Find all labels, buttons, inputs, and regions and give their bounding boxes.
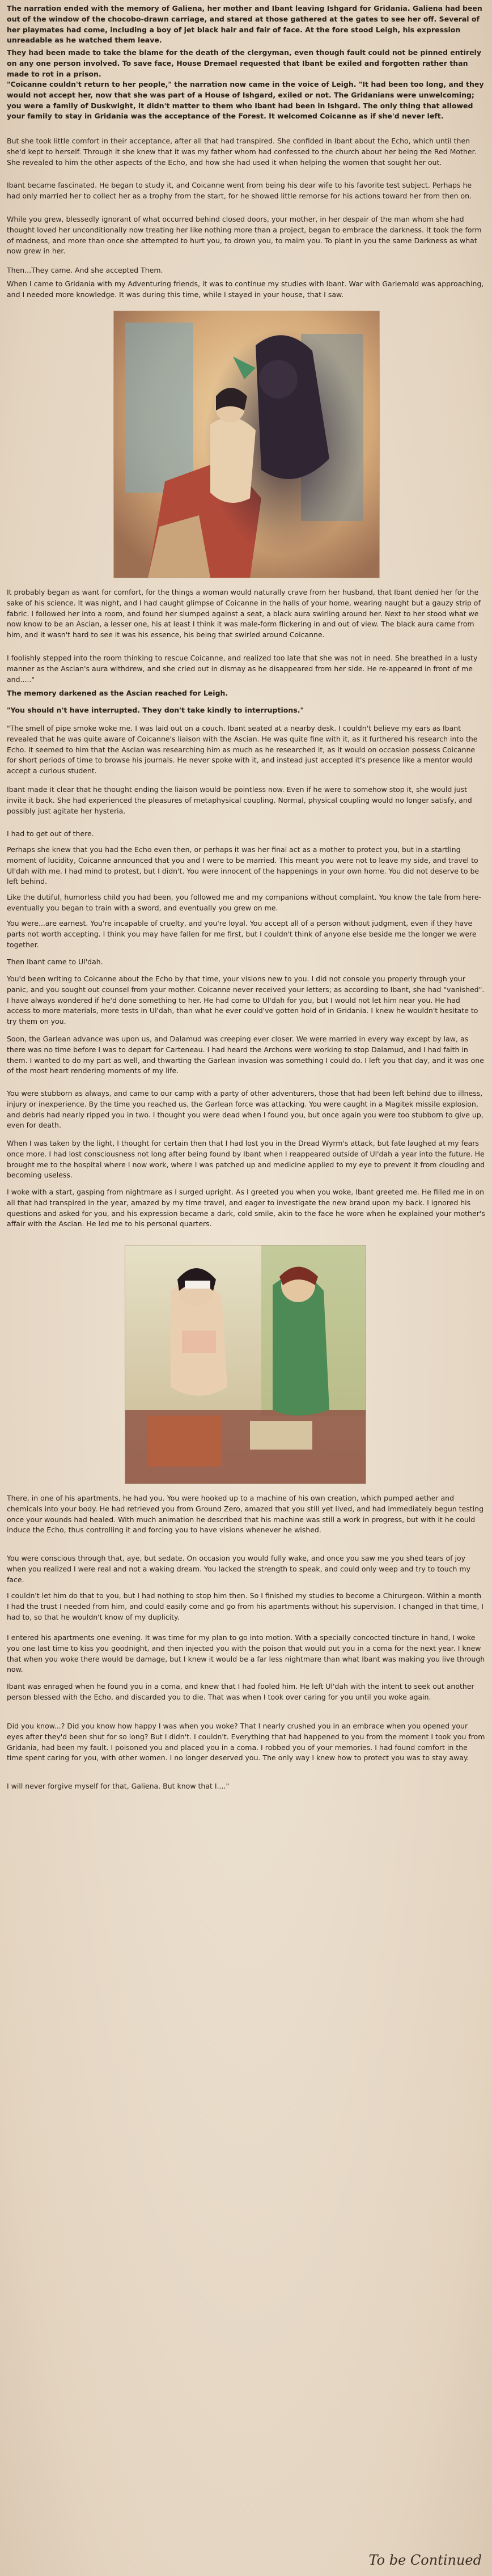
paragraph: You were...are earnest. You're incapable of cruelty, and you're loyal. You accept all of a person without judgment, even if they have parts not worth accepting. I think you may have fallen for me first, but I couldn't think of anyone else beside me the longer we were together. — [7, 919, 477, 949]
to-be-continued-signature: To be Continued — [368, 2552, 482, 2568]
paragraph: Soon, the Garlean advance was upon us, and Dalamud was creeping ever closer. We were married in every way except by law, as there was no time before I was to depart for Carteneau. I had heard the Archons were working to stop Dalamud, and I had faith in them. I wanted to do my part as well, and thwarting the Garlean invasion was something I could do. I left you that day, and it was one of the most heart rendering moments of my life. — [7, 1035, 484, 1075]
paragraph: I couldn't let him do that to you, but I had nothing to stop him then. So I finished my studies to become a Chirurgeon. Within a month I had the trust I needed from him, and could easily come and go from his apartments without his supervision. I changed in that time, I had to, so that he wouldn't know of my duplicity. — [7, 1591, 483, 1621]
paragraph: You'd been writing to Coicanne about the Echo by that time, your visions new to you. I did not console you properly through your panic, and you sought out counsel from your mother. Coicanne never received your letters; as according to Ibant, she had "vanished". I have always wondered if he'd done something to her. He had come to Ul'dah for you, but I would not let him near you. He had access to more materials, more tests in Ul'dah, than what he ever could've gotten hold of in Gridania. I knew he wouldn't hesitate to try them on you. — [7, 975, 485, 1026]
paragraph: I will never forgive myself for that, Galiena. But know that I...." — [7, 1782, 230, 1790]
paragraph: When I came to Gridania with my Adventuring friends, it was to continue my studies with Ibant. War with Garlemald was approaching, and I needed more knowledge. It was during this time, while I stayed in your house, that I saw. — [7, 279, 484, 299]
paragraph: Ibant was enraged when he found you in a coma, and knew that I had fooled him. He left Ul'dah with the intent to seek out another person blessed with the Echo, and discarded you to die. That was when I took over caring for you until you woke again. — [7, 1682, 474, 1701]
paragraph: When I was taken by the light, I thought for certain then that I had lost you in the Dread Wyrm's attack, but fate laughed at my fears once more. I had lost consciousness not long after being found by Ibant when I reappeared outside of Ul'dah a year into the future. He brought me to the hospital where I now work, where I was patched up and medicine applied to my eye to prevent it from clouding and becoming useless. — [7, 1139, 485, 1180]
paragraph: The memory darkened as the Ascian reached for Leigh. — [7, 689, 228, 697]
paragraph: I woke with a start, gasping from nightmare as I surged upright. As I greeted you when you woke, Ibant greeted me. He filled me in on all that had transpired in the year, amazed by my time travel, and eager to investigate the new brand upon my back. I ignored his questions and asked for you, and his expression became a dark, cold smile, akin to the face he wore when he explained your mother's affair with the Ascian. He led me to his personal quarters. — [7, 1188, 485, 1228]
paragraph: "The smell of pipe smoke woke me. I was laid out on a couch. Ibant seated at a nearby desk. I couldn't believe my ears as Ibant revealed that he was quite aware of Coicanne's liaison with the Ascian. He was quite fine with it, as it furthered his research into the Echo. It seemed to him that the Ascian was researching him as much as he researched it, as it would on occasion possess Coicanne for short periods of time to browse his journals. He never spoke with it, and instead just accepted it's presence like a mentor would accept a curious student. — [7, 724, 478, 775]
paragraph: Perhaps she knew that you had the Echo even then, or perhaps it was her final act as a mother to protect you, but in a startling moment of lucidity, Coicanne announced that you and I were to be married. This meant you were not to leave my side, and travel to Ul'dah with me. I had mind to protest, but I didn't. You were innocent of the happenings in your own home. You did not deserve to be left behind. — [7, 845, 480, 886]
illustration-ascian — [113, 311, 380, 578]
paragraph: But she took little comfort in their acceptance, after all that had transpired. She confided in Ibant about the Echo, which until then she'd kept to herself. Through it she knew that it was my father whom had confessed to the church about her being the Red Mother. She revealed to him the other aspects of the Echo, and how she had used it when helping the women that sought her out. — [7, 137, 477, 167]
paragraph: It probably began as want for comfort, for the things a woman would naturally crave from her husband, that Ibant denied her for the sake of his science. It was night, and I had caught glimpse of Coicanne in the halls of your home, wearing naught but a gauzy strip of fabric. I followed her into a room, and found her slumped against a seat, a black aura swirling around her. Next to her stood what we now know to be an Ascian, a lesser one, his at least I think it was male-form flickering in and out of view. The black aura came from him, and it wasn't hard to see it was his essence, his being that swirled around Coicanne. — [7, 588, 481, 639]
paragraph: I foolishly stepped into the room thinking to rescue Coicanne, and realized too late that she was not in need. She breathed in a lusty manner as the Ascian's aura withdrew, and she cried out in dismay as he disappeared from her side. He re-appeared in front of me and....." — [7, 654, 478, 684]
paragraph: You were conscious through that, aye, but sedate. On occasion you would fully wake, and once you saw me you shed tears of joy when you realized I were real and not a waking dream. You lacked the strength to speak, and could only weep and try to touch my face. — [7, 1554, 471, 1584]
paragraph: "Coicanne couldn't return to her people," the narration now came in the voice of Leigh. "It had been too long, and they would not accept her, now that she was part of a House of Ishgard, exiled or not. The Gridanians were unwelcoming; you were a family of Duskwight, it didn't matter to them who Ibant had been in Ishgard. The only thing that allowed your family to stay in Gridania was the acceptance of the Forest. It welcomed Coicanne as if she'd never left. — [7, 80, 484, 121]
paragraph: Like the dutiful, humorless child you had been, you followed me and my companions without complaint. You know the tale from here- eventually you began to train with a sword, and eventually you grew on me. — [7, 893, 482, 912]
paragraph: I entered his apartments one evening. It was time for my plan to go into motion. With a specially concocted tincture in hand, I woke you one last time to kiss you goodnight, and then injected you with the poison that would put you in a coma for the next year. I knew that when you woke there would be damage, but I knew it would be a far less nightmare than what Ibant was making you live through now. — [7, 1633, 485, 1674]
paragraph: "You should n't have interrupted. They don't take kindly to interruptions." — [7, 706, 304, 714]
paragraph: Ibant made it clear that he thought ending the liaison would be pointless now. Even if he were to somehow stop it, she would just invite it back. She had experienced the pleasures of metaphysical coupling. Normal, physical coupling would no longer satisfy, and possibly just agitate her hysteria. — [7, 785, 472, 815]
paragraph: I had to get out of there. — [7, 829, 94, 838]
illustration-hospital — [125, 1245, 366, 1484]
paragraph: The narration ended with the memory of Galiena, her mother and Ibant leaving Ishgard for Gridania. Galiena had been out of the window of the chocobo-drawn carriage, and stared at those gathered at the gates to see her off. Several of her playmates had come, including a boy of jet black hair and fair of face. At the fore stood Leigh, his expression unreadable as he watched them leave. — [7, 4, 482, 45]
paragraph: Ibant became fascinated. He began to study it, and Coicanne went from being his dear wife to his favorite test subject. Perhaps he had only married her to collect her as a trophy from the start, for he showed little remorse for his actions toward her from then on. — [7, 181, 472, 200]
paragraph: You were stubborn as always, and came to our camp with a party of other adventurers, those that had been left behind due to illness, injury or inexperience. By the time you reached us, the Garlean force was attacking. You were caught in a Magitek missile explosion, and debris had nearly ripped you in two. I thought you were dead when I found you, but once again you were too stubborn to give up, even for death. — [7, 1089, 483, 1130]
paragraph: Did you know...? Did you know how happy I was when you woke? That I nearly crushed you in an embrace when you opened your eyes after they'd been shut for so long? But I didn't. I couldn't. Everything that had happened to you from the moment I took you from Gridania, had been my fault. I poisoned you and placed you in a coma. I robbed you of your memories. I had found comfort in the time spent caring for you, with other women. I no longer deserved you. The only way I knew how to protect you was to stay away. — [7, 1722, 485, 1762]
paragraph: They had been made to take the blame for the death of the clergyman, even though fault could not be pinned entirely on any one person involved. To save face, House Dremael requested that Ibant be exiled and forgotten rather than made to rot in a prison. — [7, 48, 481, 78]
paragraph: While you grew, blessedly ignorant of what occurred behind closed doors, your mother, in her despair of the man whom she had thought loved her unconditionally now treating her like nothing more than a project, began to embrace the darkness. It took the form of madness, and more than once she attempted to hurt you, to drown you, to maim you. To plant in you the same Darkness as what now grew in her. — [7, 215, 482, 256]
paragraph: Then Ibant came to Ul'dah. — [7, 957, 103, 966]
paragraph: There, in one of his apartments, he had you. You were hooked up to a machine of his own creation, which pumped aether and chemicals into your body. He had retrieved you from Ground Zero, amazed that you still yet lived, and had immediately begun testing once your wounds had healed. With much animation he described that his machine was still a work in progress, but with it he could induce the Echo, thus controlling it and forcing you to have visions whenever he wished. — [7, 1494, 484, 1535]
paragraph: Then...They came. And she accepted Them. — [7, 266, 163, 274]
